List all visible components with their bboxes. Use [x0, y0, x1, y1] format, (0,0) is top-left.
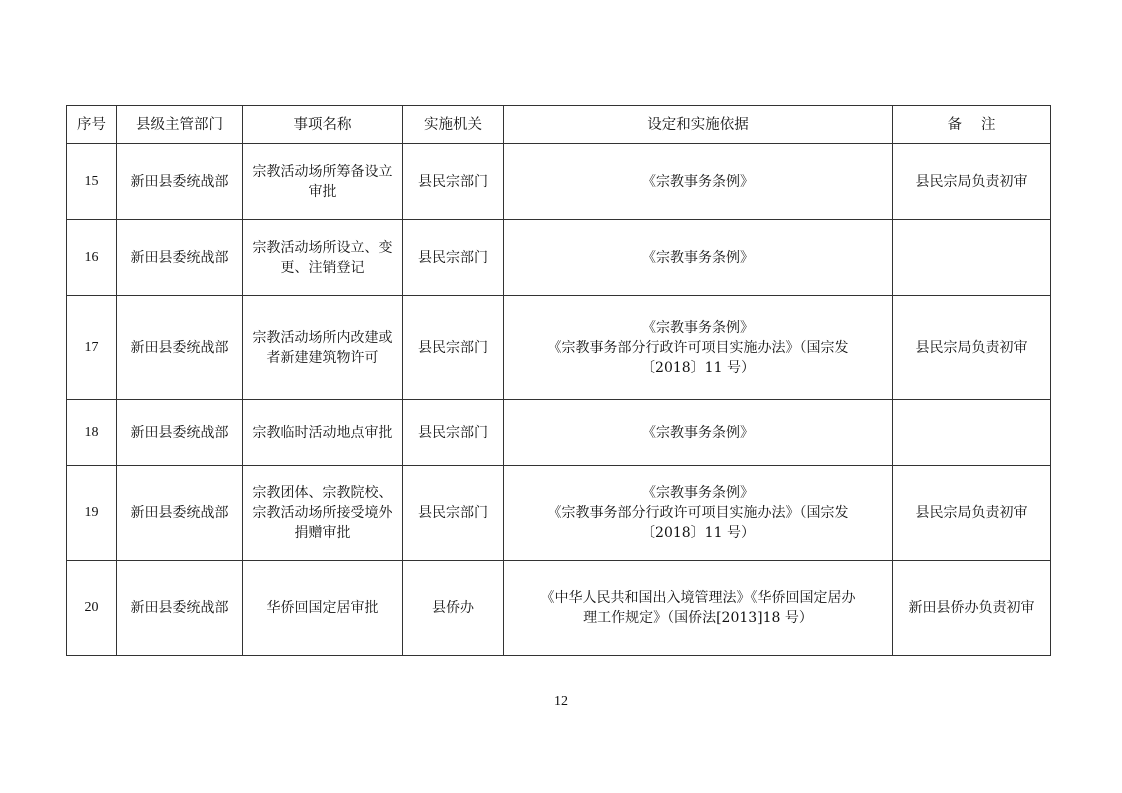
row-item: 宗教活动场所内改建或者新建建筑物许可: [243, 296, 403, 400]
basis-line: 《宗教事务条例》: [642, 249, 754, 266]
row-basis: [504, 296, 893, 400]
row-no: 19: [67, 466, 117, 561]
row-item: 宗教活动场所筹备设立审批: [243, 144, 403, 220]
row-no: 17: [67, 296, 117, 400]
row-agency: 县民宗部门: [403, 144, 504, 220]
approval-items-table: [66, 105, 1051, 656]
basis-line: 理工作规定》（国侨法[2013]18 号）: [583, 610, 813, 626]
basis-line: 《宗教事务条例》: [642, 173, 754, 190]
row-agency: 县侨办: [403, 561, 504, 656]
header-no: 序号: [67, 106, 117, 144]
header-item: 事项名称: [243, 106, 403, 144]
basis-line: 《中华人民共和国出入境管理法》《华侨回国定居办: [540, 590, 856, 606]
table-row: [67, 296, 1051, 400]
row-item: 宗教活动场所设立、变更、注销登记: [243, 220, 403, 296]
row-note: 县民宗局负责初审: [893, 466, 1051, 561]
row-dept: 新田县委统战部: [117, 220, 243, 296]
row-item: 华侨回国定居审批: [243, 561, 403, 656]
row-agency: 县民宗部门: [403, 400, 504, 466]
row-dept: 新田县委统战部: [117, 144, 243, 220]
basis-line: 〔2018〕11 号）: [641, 359, 755, 376]
row-dept: 新田县委统战部: [117, 466, 243, 561]
row-item: 宗教团体、宗教院校、宗教活动场所接受境外捐赠审批: [243, 466, 403, 561]
header-basis: 设定和实施依据: [504, 106, 893, 144]
row-basis: [504, 466, 893, 561]
header-row: [67, 106, 1051, 144]
row-no: 18: [67, 400, 117, 466]
row-no: 20: [67, 561, 117, 656]
table-row: [67, 220, 1051, 296]
header-note: 备 注: [893, 106, 1051, 144]
basis-line: 《宗教事务条例》: [642, 485, 754, 501]
table-row: [67, 561, 1051, 656]
basis-line: 〔2018〕11 号）: [641, 525, 755, 541]
row-no: 15: [67, 144, 117, 220]
header-agency: 实施机关: [403, 106, 504, 144]
basis-line: 《宗教事务部分行政许可项目实施办法》（国宗发: [547, 339, 849, 356]
row-basis: [504, 144, 893, 220]
row-note: [893, 400, 1051, 466]
row-dept: 新田县委统战部: [117, 561, 243, 656]
table-row: [67, 400, 1051, 466]
row-dept: 新田县委统战部: [117, 296, 243, 400]
basis-line: 《宗教事务条例》: [642, 319, 754, 336]
row-note: 县民宗局负责初审: [893, 144, 1051, 220]
row-item: 宗教临时活动地点审批: [243, 400, 403, 466]
table-row: [67, 466, 1051, 561]
header-dept: 县级主管部门: [117, 106, 243, 144]
basis-line: 《宗教事务部分行政许可项目实施办法》（国宗发: [547, 505, 849, 521]
row-dept: 新田县委统战部: [117, 400, 243, 466]
table-row: [67, 144, 1051, 220]
row-agency: 县民宗部门: [403, 220, 504, 296]
row-agency: 县民宗部门: [403, 296, 504, 400]
row-note: 县民宗局负责初审: [893, 296, 1051, 400]
row-basis: [504, 400, 893, 466]
page-number: 12: [554, 694, 568, 709]
basis-line: 《宗教事务条例》: [642, 424, 754, 441]
row-note: [893, 220, 1051, 296]
row-basis: [504, 220, 893, 296]
row-no: 16: [67, 220, 117, 296]
row-note: 新田县侨办负责初审: [893, 561, 1051, 656]
row-basis: [504, 561, 893, 656]
row-agency: 县民宗部门: [403, 466, 504, 561]
